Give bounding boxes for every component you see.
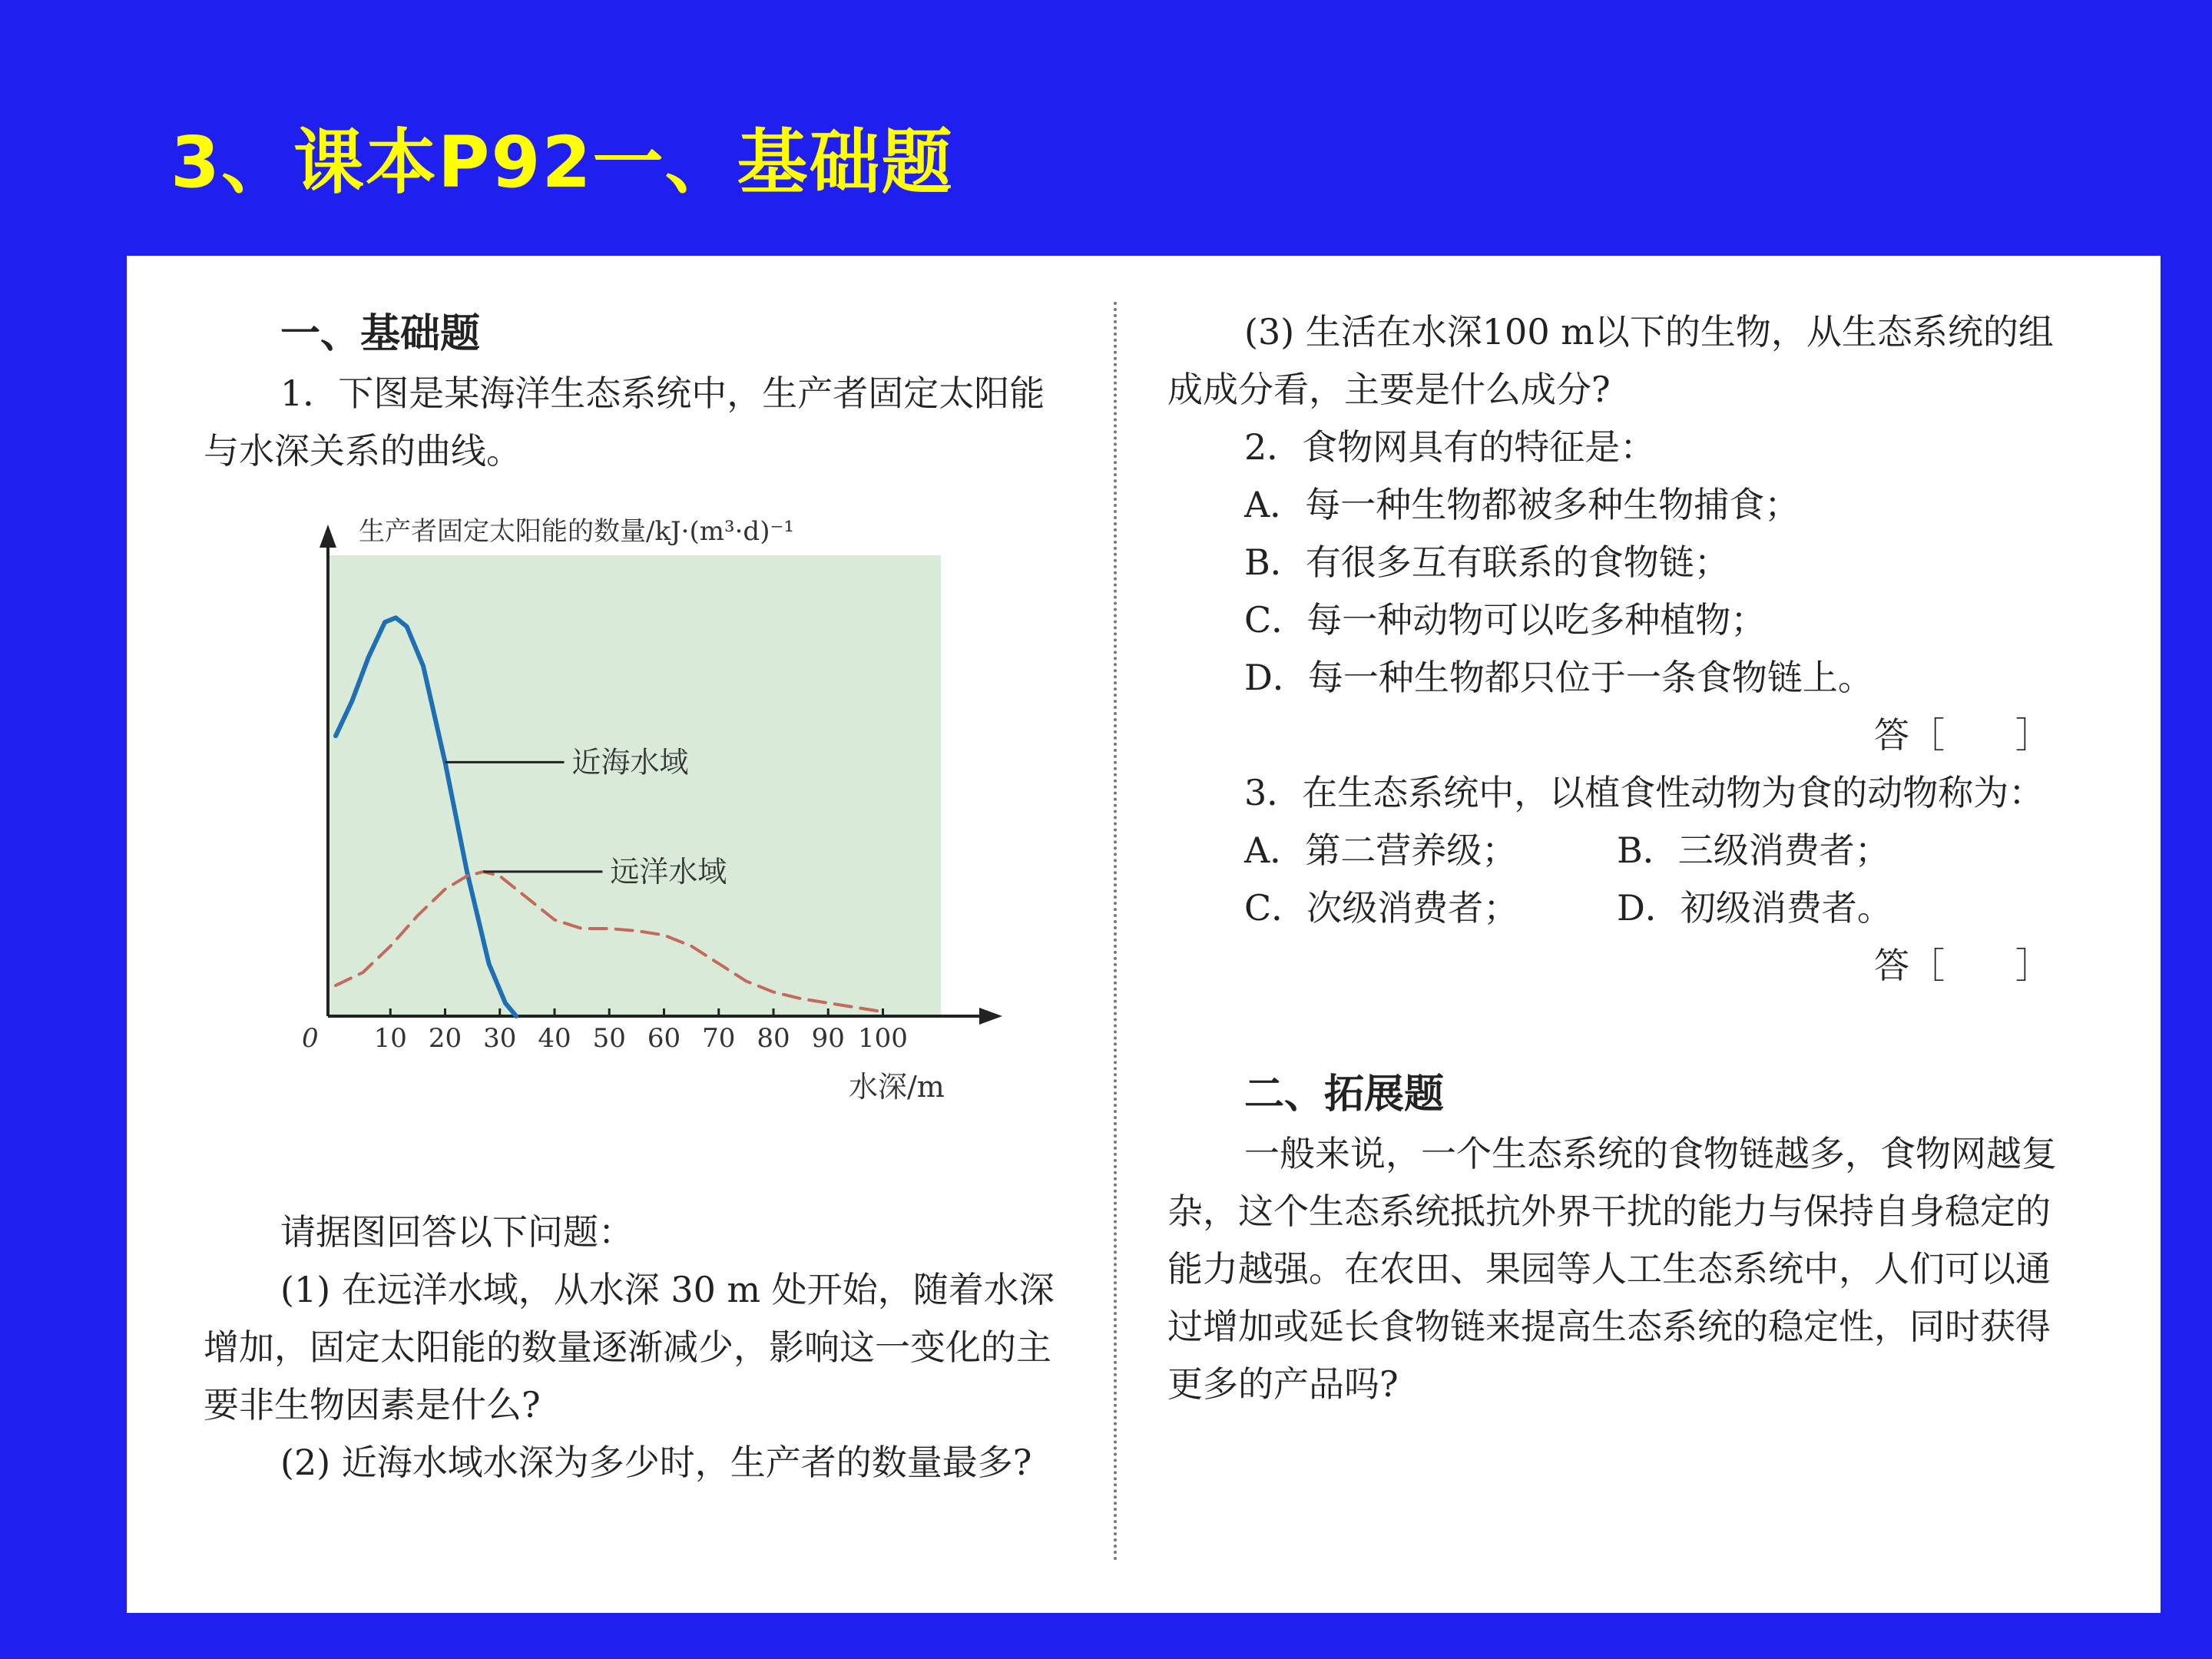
answer-bracket-q3: 答［ ］ — [1874, 945, 2051, 986]
spacer — [1167, 995, 2074, 1064]
section-heading-extension: 二、拓展题 — [1244, 1071, 1445, 1118]
q3-option-a: A．第二营养级； — [1244, 830, 1518, 871]
question-1: 1．下图是某海洋生态系统中，生产者固定太阳能与水深关系的曲线。 — [204, 373, 1045, 472]
right-column — [1167, 303, 2074, 1413]
x-tick-label: 30 — [483, 1023, 517, 1054]
sub-question-2: (2) 近海水域水深为多少时，生产者的数量最多? — [280, 1442, 1032, 1483]
depth-energy-chart — [204, 494, 1056, 1185]
sub-question-1: (1) 在远洋水域，从水深 30 m 处开始，随着水深增加，固定太阳能的数量逐渐减少，影响这一变化的主要非生物因素是什么? — [204, 1269, 1055, 1426]
q2-option-d: D．每一种生物都只位于一条食物链上。 — [1244, 657, 1873, 698]
y-axis-arrow — [320, 525, 336, 548]
chart-prompt: 请据图回答以下问题： — [280, 1211, 634, 1253]
q3-option-d: D．初级消费者。 — [1617, 887, 1892, 929]
q2-option-a: A．每一种生物都被多种生物捕食； — [1244, 484, 1800, 525]
x-tick-label: 10 — [373, 1023, 407, 1054]
x-axis-arrow — [979, 1008, 1002, 1025]
origin-label: 0 — [302, 1023, 319, 1054]
y-axis-label: 生产者固定太阳能的数量/kJ·(m³·d)⁻¹ — [359, 516, 795, 547]
q2-option-b: B．有很多互有联系的食物链； — [1244, 541, 1730, 583]
extension-question: 一般来说，一个生态系统的食物链越多，食物网越复杂，这个生态系统抵抗外界干扰的能力与保持自身稳定的能力越强。在农田、果园等人工生态系统中，人们可以通过增加或延长食物链来提高生态系统的稳定性，同时获得更多的产品吗? — [1167, 1133, 2057, 1405]
textbook-page — [127, 256, 2161, 1613]
q3-options-row-1 — [1167, 822, 2074, 879]
x-tick-label: 70 — [702, 1023, 736, 1054]
q3-options-row-2 — [1167, 879, 2074, 937]
x-tick-label: 100 — [858, 1023, 908, 1054]
slide-title: 3、课本P92一、基础题 — [171, 121, 954, 204]
x-tick-label: 80 — [757, 1023, 790, 1054]
x-tick-label: 20 — [428, 1023, 462, 1054]
column-divider — [1114, 302, 1117, 1561]
x-tick-label: 60 — [647, 1023, 681, 1054]
x-axis-label: 水深/m — [849, 1070, 945, 1104]
q2-option-c: C．每一种动物可以吃多种植物； — [1244, 599, 1767, 641]
q3-option-c: C．次级消费者； — [1244, 887, 1519, 929]
q3-option-b: B．三级消费者； — [1617, 830, 1890, 871]
question-2: 2．食物网具有的特征是： — [1244, 426, 1656, 468]
x-tick-label: 50 — [592, 1023, 626, 1054]
plot-background — [328, 555, 941, 1016]
series-label: 远洋水域 — [610, 854, 727, 889]
series-label: 近海水域 — [571, 745, 689, 780]
sub-question-3: (3) 生活在水深100 m以下的生物，从生态系统的组成成分看，主要是什么成分? — [1167, 311, 2054, 410]
question-3: 3．在生态系统中，以植食性动物为食的动物称为： — [1244, 772, 2045, 813]
left-column — [204, 303, 1056, 1492]
x-tick-label: 90 — [811, 1023, 845, 1054]
answer-bracket-q2: 答［ ］ — [1874, 714, 2051, 756]
section-heading-basic: 一、基础题 — [280, 311, 481, 357]
chart-svg — [204, 494, 1056, 1185]
x-tick-label: 40 — [538, 1023, 571, 1054]
